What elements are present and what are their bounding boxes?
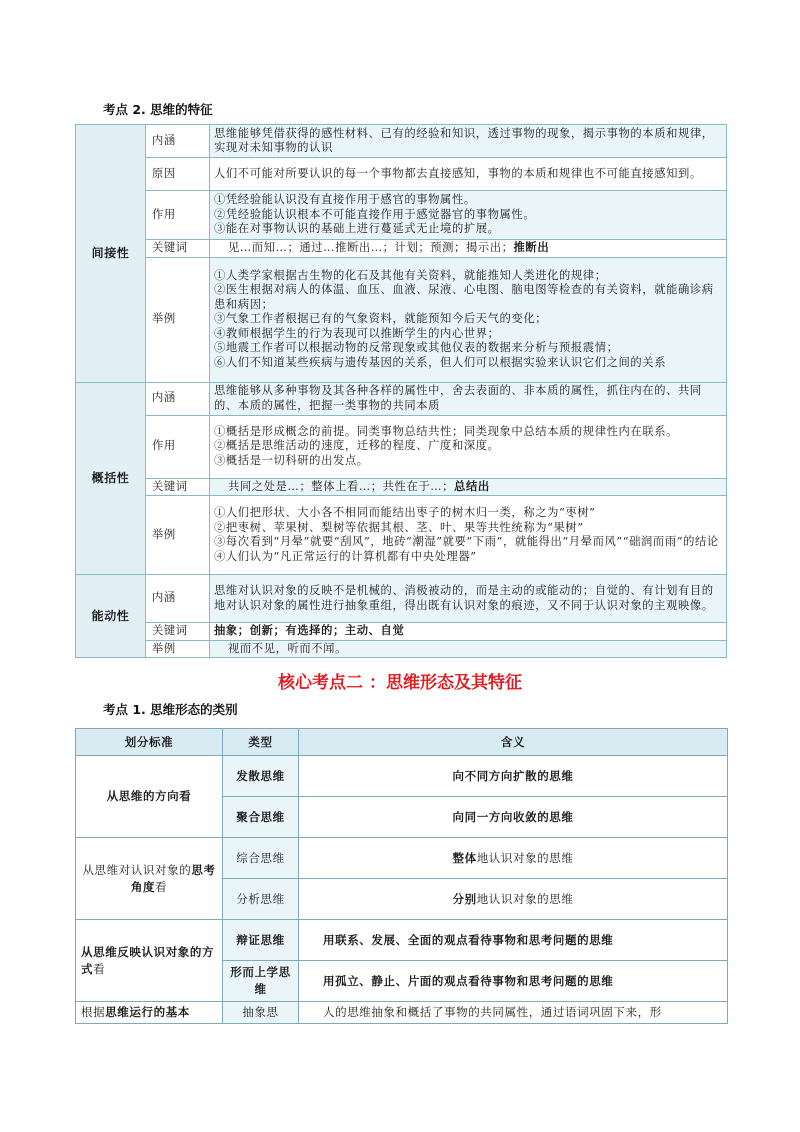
table-row	[76, 382, 727, 415]
cell-content: 思维能够凭借获得的感性材料、已有的经验和知识，透过事物的现象，揭示事物的本质和规律，实现对未知事物的认识	[210, 125, 727, 158]
meaning-bold: 分别	[452, 891, 477, 906]
table-row	[76, 158, 727, 191]
meaning-cell: 向同一方向收敛的思维	[299, 797, 728, 838]
cell-content: 人们不可能对所要认识的每一个事物都去直接感知，事物的本质和规律也不可能直接感知到。	[210, 158, 727, 191]
table-row	[76, 623, 727, 641]
list-item: ⑤地震工作者可以根据动物的反常现象或其他仪表的数据来分析与预报震情；	[214, 341, 619, 355]
column-header: 类型	[223, 729, 299, 756]
row-label: 举例	[146, 640, 210, 658]
table-row	[76, 125, 727, 158]
row-label: 关键词	[146, 623, 210, 641]
list-item: ②把枣树、苹果树、梨树等依据其根、茎、叶、果等共性统称为“果树”	[214, 520, 584, 534]
table-row	[76, 240, 727, 258]
table-row	[76, 415, 727, 478]
list-item: ②概括是思维活动的速度，迁移的程度、广度和深度。	[214, 439, 500, 453]
criterion-bold: 从思维反映认识对象的方式	[81, 944, 215, 976]
type-cell: 综合思维	[223, 838, 299, 879]
row-label: 作用	[146, 415, 210, 478]
table-row	[76, 496, 727, 575]
section-title: 考点 2. 思维的特征	[103, 102, 213, 117]
meaning-cell	[299, 879, 728, 920]
list-item: ⑥人们不知道某些疾病与遗传基因的关系，但人们可以根据实验来认识它们之间的关系	[214, 355, 667, 369]
criterion-bold: 思考角度	[130, 862, 216, 894]
table-row	[76, 640, 727, 658]
type-cell: 分析思维	[223, 879, 299, 920]
type-cell: 辩证思维	[223, 920, 299, 961]
cell-content	[210, 191, 727, 240]
table-row	[76, 920, 728, 961]
criterion-cell	[76, 838, 223, 920]
list-item: ④教师根据学生的行为表现可以推断学生的内心世界；	[214, 326, 500, 340]
row-label: 举例	[146, 257, 210, 382]
table-row	[76, 1002, 728, 1024]
keyword-bold: 总结出	[454, 479, 490, 493]
meaning-cell: 用孤立、静止、片面的观点看待事物和思考问题的思维	[299, 961, 728, 1002]
cell-content: 抽象；创新；有选择的；主动、自觉	[210, 623, 727, 641]
list-item: ③气象工作者根据已有的气象资料，就能预知今后天气的变化；	[214, 312, 548, 326]
criterion-text: 看	[93, 961, 106, 976]
list-item: ③每次看到“月晕”就要“刮风”，地砖“潮湿”就要“下雨”，就能得出“月晕而风”“础润而雨”的结论	[214, 535, 719, 548]
thinking-forms-table	[75, 728, 728, 1024]
keyword-bold: 推断出	[513, 241, 550, 254]
list-item: ③概括是一切科研的出发点。	[214, 453, 369, 467]
category-active: 能动性	[76, 575, 146, 658]
list-item: ④人们认为“凡正常运行的计算机都有中央处理器”	[214, 549, 477, 563]
list-item: ①人们把形状、大小各不相同而能结出枣子的树木归一类，称之为“枣树”	[214, 506, 596, 519]
list-item: ①凭经验能认识没有直接作用于感官的事物属性。	[214, 193, 476, 207]
category-general: 概括性	[76, 382, 146, 575]
column-header: 含义	[299, 729, 728, 756]
meaning-cell: 向不同方向扩散的思维	[299, 756, 728, 797]
type-cell: 形而上学思维	[223, 961, 299, 1002]
table-row	[76, 257, 727, 382]
list-item: ①人类学家根据古生物的化石及其他有关资料，就能推知人类进化的规律；	[214, 268, 607, 282]
table-row	[76, 756, 728, 797]
criterion-text: 从思维对认识对象的	[82, 862, 192, 877]
type-cell: 聚合思维	[223, 797, 299, 838]
meaning-cell: 用联系、发展、全面的观点看待事物和思考问题的思维	[299, 920, 728, 961]
cell-content: 思维能够从多种事物及其各种各样的属性中，舍去表面的、非本质的属性，抓住内在的、共同的、本质的属性，把握一类事物的共同本质	[210, 382, 727, 415]
meaning-cell: 人的思维抽象和概括了事物的共同属性，通过语词巩固下来，形	[299, 1002, 728, 1024]
criterion-text: 根据	[81, 1005, 106, 1019]
meaning-cell	[299, 838, 728, 879]
main-title: 核心考点二 ：思维形态及其特征	[278, 673, 522, 693]
row-label: 内涵	[146, 125, 210, 158]
cell-content	[210, 240, 727, 258]
list-item: ③能在对事物认识的基础上进行蔓延式无止境的扩展。	[214, 222, 500, 236]
cell-content: 视而不见，听而不闻。	[210, 640, 727, 658]
row-label: 原因	[146, 158, 210, 191]
row-label: 内涵	[146, 382, 210, 415]
section-title: 考点 1. 思维形态的类别	[103, 702, 238, 717]
row-label: 举例	[146, 496, 210, 575]
row-label: 内涵	[146, 575, 210, 623]
cell-content	[210, 415, 727, 478]
cell-content: 思维对认识对象的反映不是机械的、消极被动的，而是主动的或能动的；自觉的、有计划有目的地对认识对象的属性进行抽象重组，得出既有认识对象的痕迹，又不同于认识对象的主观映像。	[210, 575, 727, 623]
keyword-text: 见…而知…；通过…推断出…；计划；预测；揭示出；	[228, 241, 514, 254]
type-cell: 抽象思	[223, 1002, 299, 1024]
category-indirect: 间接性	[76, 125, 146, 383]
meaning-text: 地认识对象的思维	[476, 850, 574, 865]
table-row	[76, 838, 728, 879]
cell-content	[210, 257, 727, 382]
criterion-text: 看	[155, 879, 168, 894]
thinking-features-table	[75, 124, 727, 658]
list-item: ①概括是形成概念的前提。同类事物总结共性；同类现象中总结本质的规律性内在联系。	[214, 424, 678, 438]
list-item: ②凭经验能认识根本不可能直接作用于感觉器官的事物属性。	[214, 207, 536, 221]
row-label: 关键词	[146, 478, 210, 496]
criterion-cell	[76, 920, 223, 1002]
table-header-row	[76, 729, 728, 756]
column-header: 划分标准	[76, 729, 223, 756]
row-label: 关键词	[146, 240, 210, 258]
table-row	[76, 191, 727, 240]
criterion-cell: 从思维的方向看	[76, 756, 223, 838]
criterion-cell	[76, 1002, 223, 1024]
table-row	[76, 575, 727, 623]
criterion-bold: 思维运行的基本	[105, 1005, 190, 1019]
list-item: ②医生根据对病人的体温、血压、血液、尿液、心电图、脑电图等检查的有关资料，就能确诊病患和病因；	[214, 283, 714, 311]
meaning-bold: 整体	[452, 850, 477, 865]
keyword-text: 共同之处是…；整体上看…；共性在于…；	[228, 479, 455, 493]
meaning-text: 地认识对象的思维	[476, 891, 574, 906]
row-label: 作用	[146, 191, 210, 240]
type-cell: 发散思维	[223, 756, 299, 797]
table-row	[76, 478, 727, 496]
cell-content	[210, 496, 727, 575]
cell-content	[210, 478, 727, 496]
